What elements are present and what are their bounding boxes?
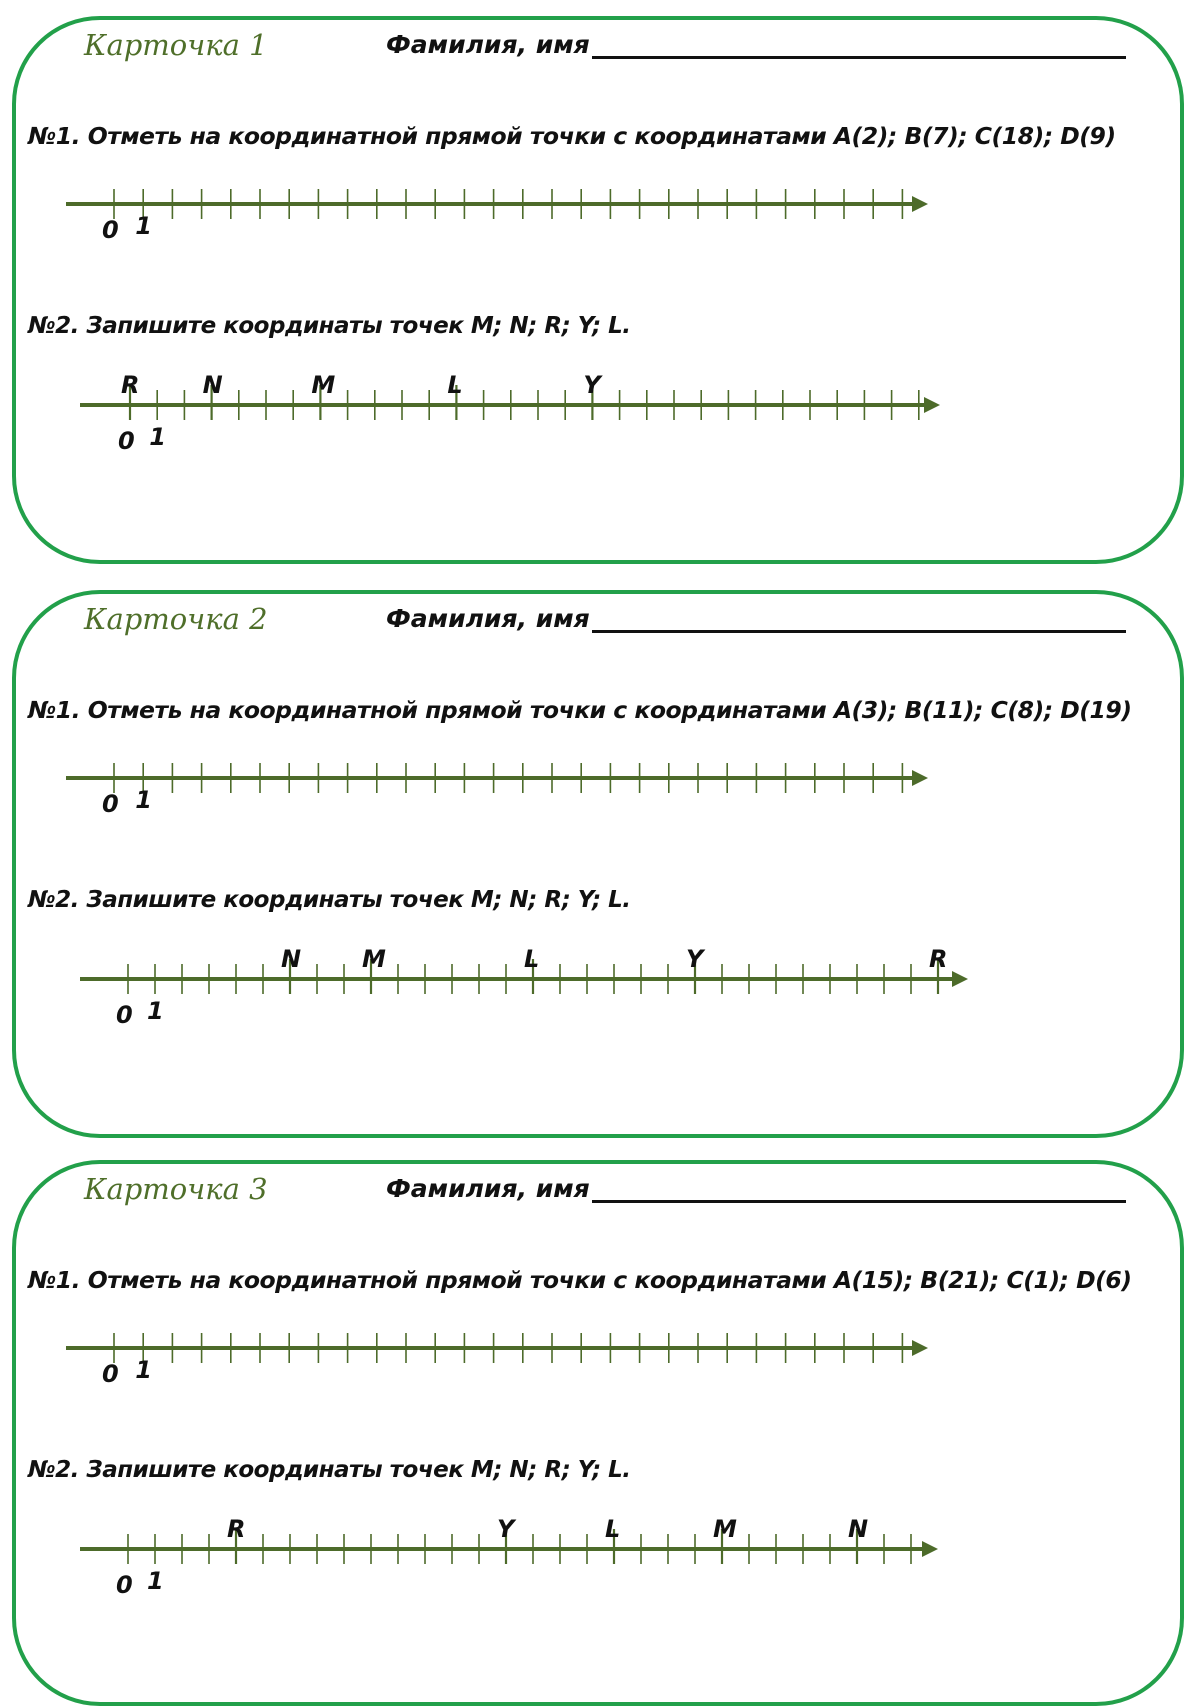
name-label: Фамилия, имя [386,604,590,633]
point-label: L [447,371,463,399]
tick-label-zero: 0 [102,216,119,244]
card-2 [12,590,1184,1138]
point-label: R [227,1515,246,1543]
number-line-1[interactable] [16,754,1016,834]
task-1-text: №1. Отметь на координатной прямой точки с координатами А(15); В(21); С(1); D(6) [28,1266,1132,1294]
tick-label-zero: 0 [116,1571,133,1599]
tick-label-one: 1 [147,997,164,1025]
point-label: R [121,371,140,399]
card-title: Карточка 2 [84,602,268,636]
point-label: L [605,1515,621,1543]
task-2-text: №2. Запишите координаты точек M; N; R; Y; L. [28,313,631,339]
point-label: M [362,945,386,973]
tick-label-zero: 0 [118,427,135,455]
arrow-head [912,770,928,786]
name-field[interactable] [386,1172,1126,1203]
name-field[interactable] [386,602,1126,633]
arrow-head [912,196,928,212]
number-line-2 [16,945,1066,1059]
point-label: L [524,945,540,973]
name-input-line[interactable] [592,28,1126,59]
point-label: M [311,371,336,399]
card-1 [12,16,1184,564]
tick-label-zero: 0 [102,1360,119,1388]
name-label: Фамилия, имя [386,1174,590,1203]
tick-label-one: 1 [147,1567,164,1595]
tick-label-one: 1 [135,786,152,814]
card-title: Карточка 3 [84,1172,268,1206]
name-input-line[interactable] [592,602,1126,633]
name-label: Фамилия, имя [386,30,590,59]
tick-label-zero: 0 [102,790,119,818]
point-label: M [713,1515,737,1543]
arrow-head [912,1340,928,1356]
task-2-text: №2. Запишите координаты точек M; N; R; Y; L. [28,1457,631,1483]
card-3 [12,1160,1184,1706]
point-label: Y [686,945,704,973]
point-label: Y [583,371,601,399]
number-line-2 [16,371,1016,485]
point-label: R [929,945,948,973]
number-line-1[interactable] [16,180,1016,260]
tick-label-one: 1 [135,212,152,240]
name-input-line[interactable] [592,1172,1126,1203]
number-line-1[interactable] [16,1324,1016,1404]
arrow-head [922,1541,938,1557]
task-2-text: №2. Запишите координаты точек M; N; R; Y; L. [28,887,631,913]
task-1-text: №1. Отметь на координатной прямой точки с координатами А(3); В(11); С(8); D(19) [28,696,1132,724]
tick-label-one: 1 [135,1356,152,1384]
point-label: N [281,945,302,973]
point-label: Y [497,1515,515,1543]
name-field[interactable] [386,28,1126,59]
tick-label-zero: 0 [116,1001,133,1029]
arrow-head [924,397,940,413]
point-label: N [202,371,223,399]
point-label: N [848,1515,869,1543]
tick-label-one: 1 [149,423,166,451]
arrow-head [952,971,968,987]
task-1-text: №1. Отметь на координатной прямой точки с координатами А(2); В(7); С(18); D(9) [28,122,1116,150]
number-line-2 [16,1515,1016,1629]
card-title: Карточка 1 [84,28,268,62]
